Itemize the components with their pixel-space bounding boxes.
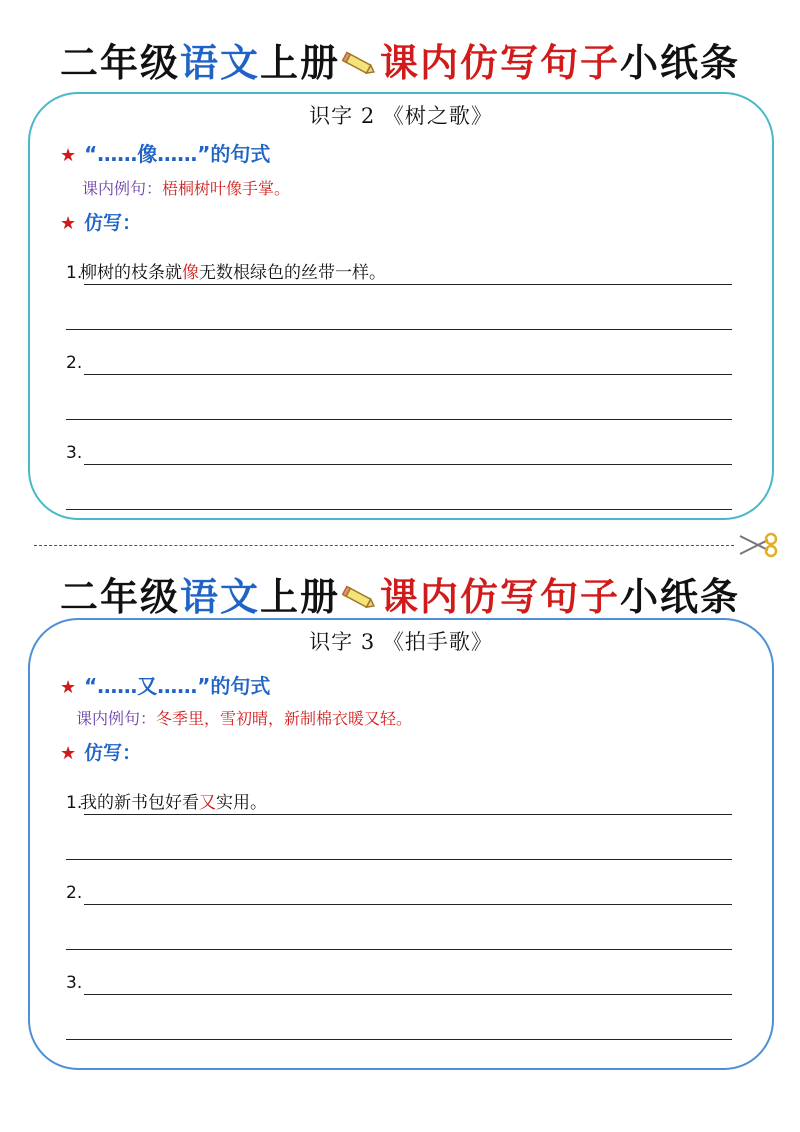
cut-line — [34, 545, 734, 546]
writing-line-2[interactable] — [66, 864, 732, 909]
title-suffix: 小纸条 — [620, 575, 741, 619]
sentence-pattern — [60, 138, 270, 167]
underline — [84, 464, 732, 465]
writing-line-blank[interactable] — [66, 999, 732, 1044]
star-icon: ★ — [60, 677, 77, 698]
sentence-part: 实用。 — [216, 793, 267, 813]
line-number: 2. — [66, 353, 83, 373]
example-sentence — [82, 176, 290, 199]
line-number: 1. — [66, 793, 83, 813]
note-card — [28, 92, 774, 520]
keyword: 又 — [199, 793, 216, 813]
star-icon: ★ — [60, 213, 77, 234]
writing-line-blank[interactable] — [66, 469, 732, 514]
pencil-icon — [342, 577, 378, 623]
star-icon: ★ — [60, 743, 77, 764]
example-sentence — [76, 706, 412, 729]
line-number: 1. — [66, 263, 83, 283]
line-number: 3. — [66, 973, 83, 993]
writing-line-blank[interactable] — [66, 819, 732, 864]
pattern-text: “……像……”的句式 — [84, 142, 271, 166]
underline — [66, 419, 732, 420]
pattern-text: “……又……”的句式 — [84, 674, 271, 698]
title-subject: 语文 — [179, 41, 260, 85]
title-volume: 上册 — [259, 575, 340, 619]
underline — [66, 859, 732, 860]
sentence-part: 我的新书包好看 — [80, 793, 199, 813]
keyword: 像 — [182, 263, 199, 283]
example-text: 冬季里，雪初晴，新制棉衣暖又轻。 — [156, 709, 413, 728]
writing-lines — [66, 244, 732, 514]
page-title — [0, 574, 800, 623]
writing-lines — [66, 774, 732, 1044]
sample-sentence — [80, 258, 386, 283]
page-title — [0, 40, 800, 89]
lesson-title: 识字 2 《树之歌》 — [309, 104, 493, 128]
writing-line-3[interactable] — [66, 424, 732, 469]
title-grade: 二年级 — [59, 575, 180, 619]
underline — [84, 904, 732, 905]
example-label: 课内例句： — [82, 179, 163, 198]
writing-line-blank[interactable] — [66, 909, 732, 954]
practice-label: 仿写： — [84, 742, 142, 764]
writing-line-3[interactable] — [66, 954, 732, 999]
underline — [84, 814, 732, 815]
underline — [84, 284, 732, 285]
line-number: 2. — [66, 883, 83, 903]
underline — [84, 994, 732, 995]
title-grade: 二年级 — [59, 41, 180, 85]
note-card — [28, 618, 774, 1070]
scissors-icon — [738, 532, 778, 562]
line-number: 3. — [66, 443, 83, 463]
star-icon: ★ — [60, 145, 77, 166]
underline — [66, 509, 732, 510]
lesson-title: 识字 3 《拍手歌》 — [309, 630, 493, 654]
writing-line-2[interactable] — [66, 334, 732, 379]
example-text: 梧桐树叶像手掌。 — [162, 179, 291, 198]
example-label: 课内例句： — [76, 709, 157, 728]
title-volume: 上册 — [259, 41, 340, 85]
underline — [66, 1039, 732, 1040]
underline — [66, 949, 732, 950]
title-topic: 课内仿写句子 — [380, 575, 621, 619]
writing-line-blank[interactable] — [66, 379, 732, 424]
practice-heading — [60, 208, 141, 235]
writing-line-blank[interactable] — [66, 289, 732, 334]
underline — [66, 329, 732, 330]
sentence-pattern — [60, 670, 270, 699]
practice-heading — [60, 738, 141, 765]
practice-label: 仿写： — [84, 212, 142, 234]
pencil-icon — [342, 43, 378, 89]
writing-line-1[interactable] — [66, 244, 732, 289]
sample-sentence — [80, 788, 267, 813]
title-suffix: 小纸条 — [620, 41, 741, 85]
writing-line-1[interactable] — [66, 774, 732, 819]
title-subject: 语文 — [179, 575, 260, 619]
underline — [84, 374, 732, 375]
sentence-part: 柳树的枝条就 — [80, 263, 182, 283]
sentence-part: 无数根绿色的丝带一样。 — [199, 263, 386, 283]
title-topic: 课内仿写句子 — [380, 41, 621, 85]
